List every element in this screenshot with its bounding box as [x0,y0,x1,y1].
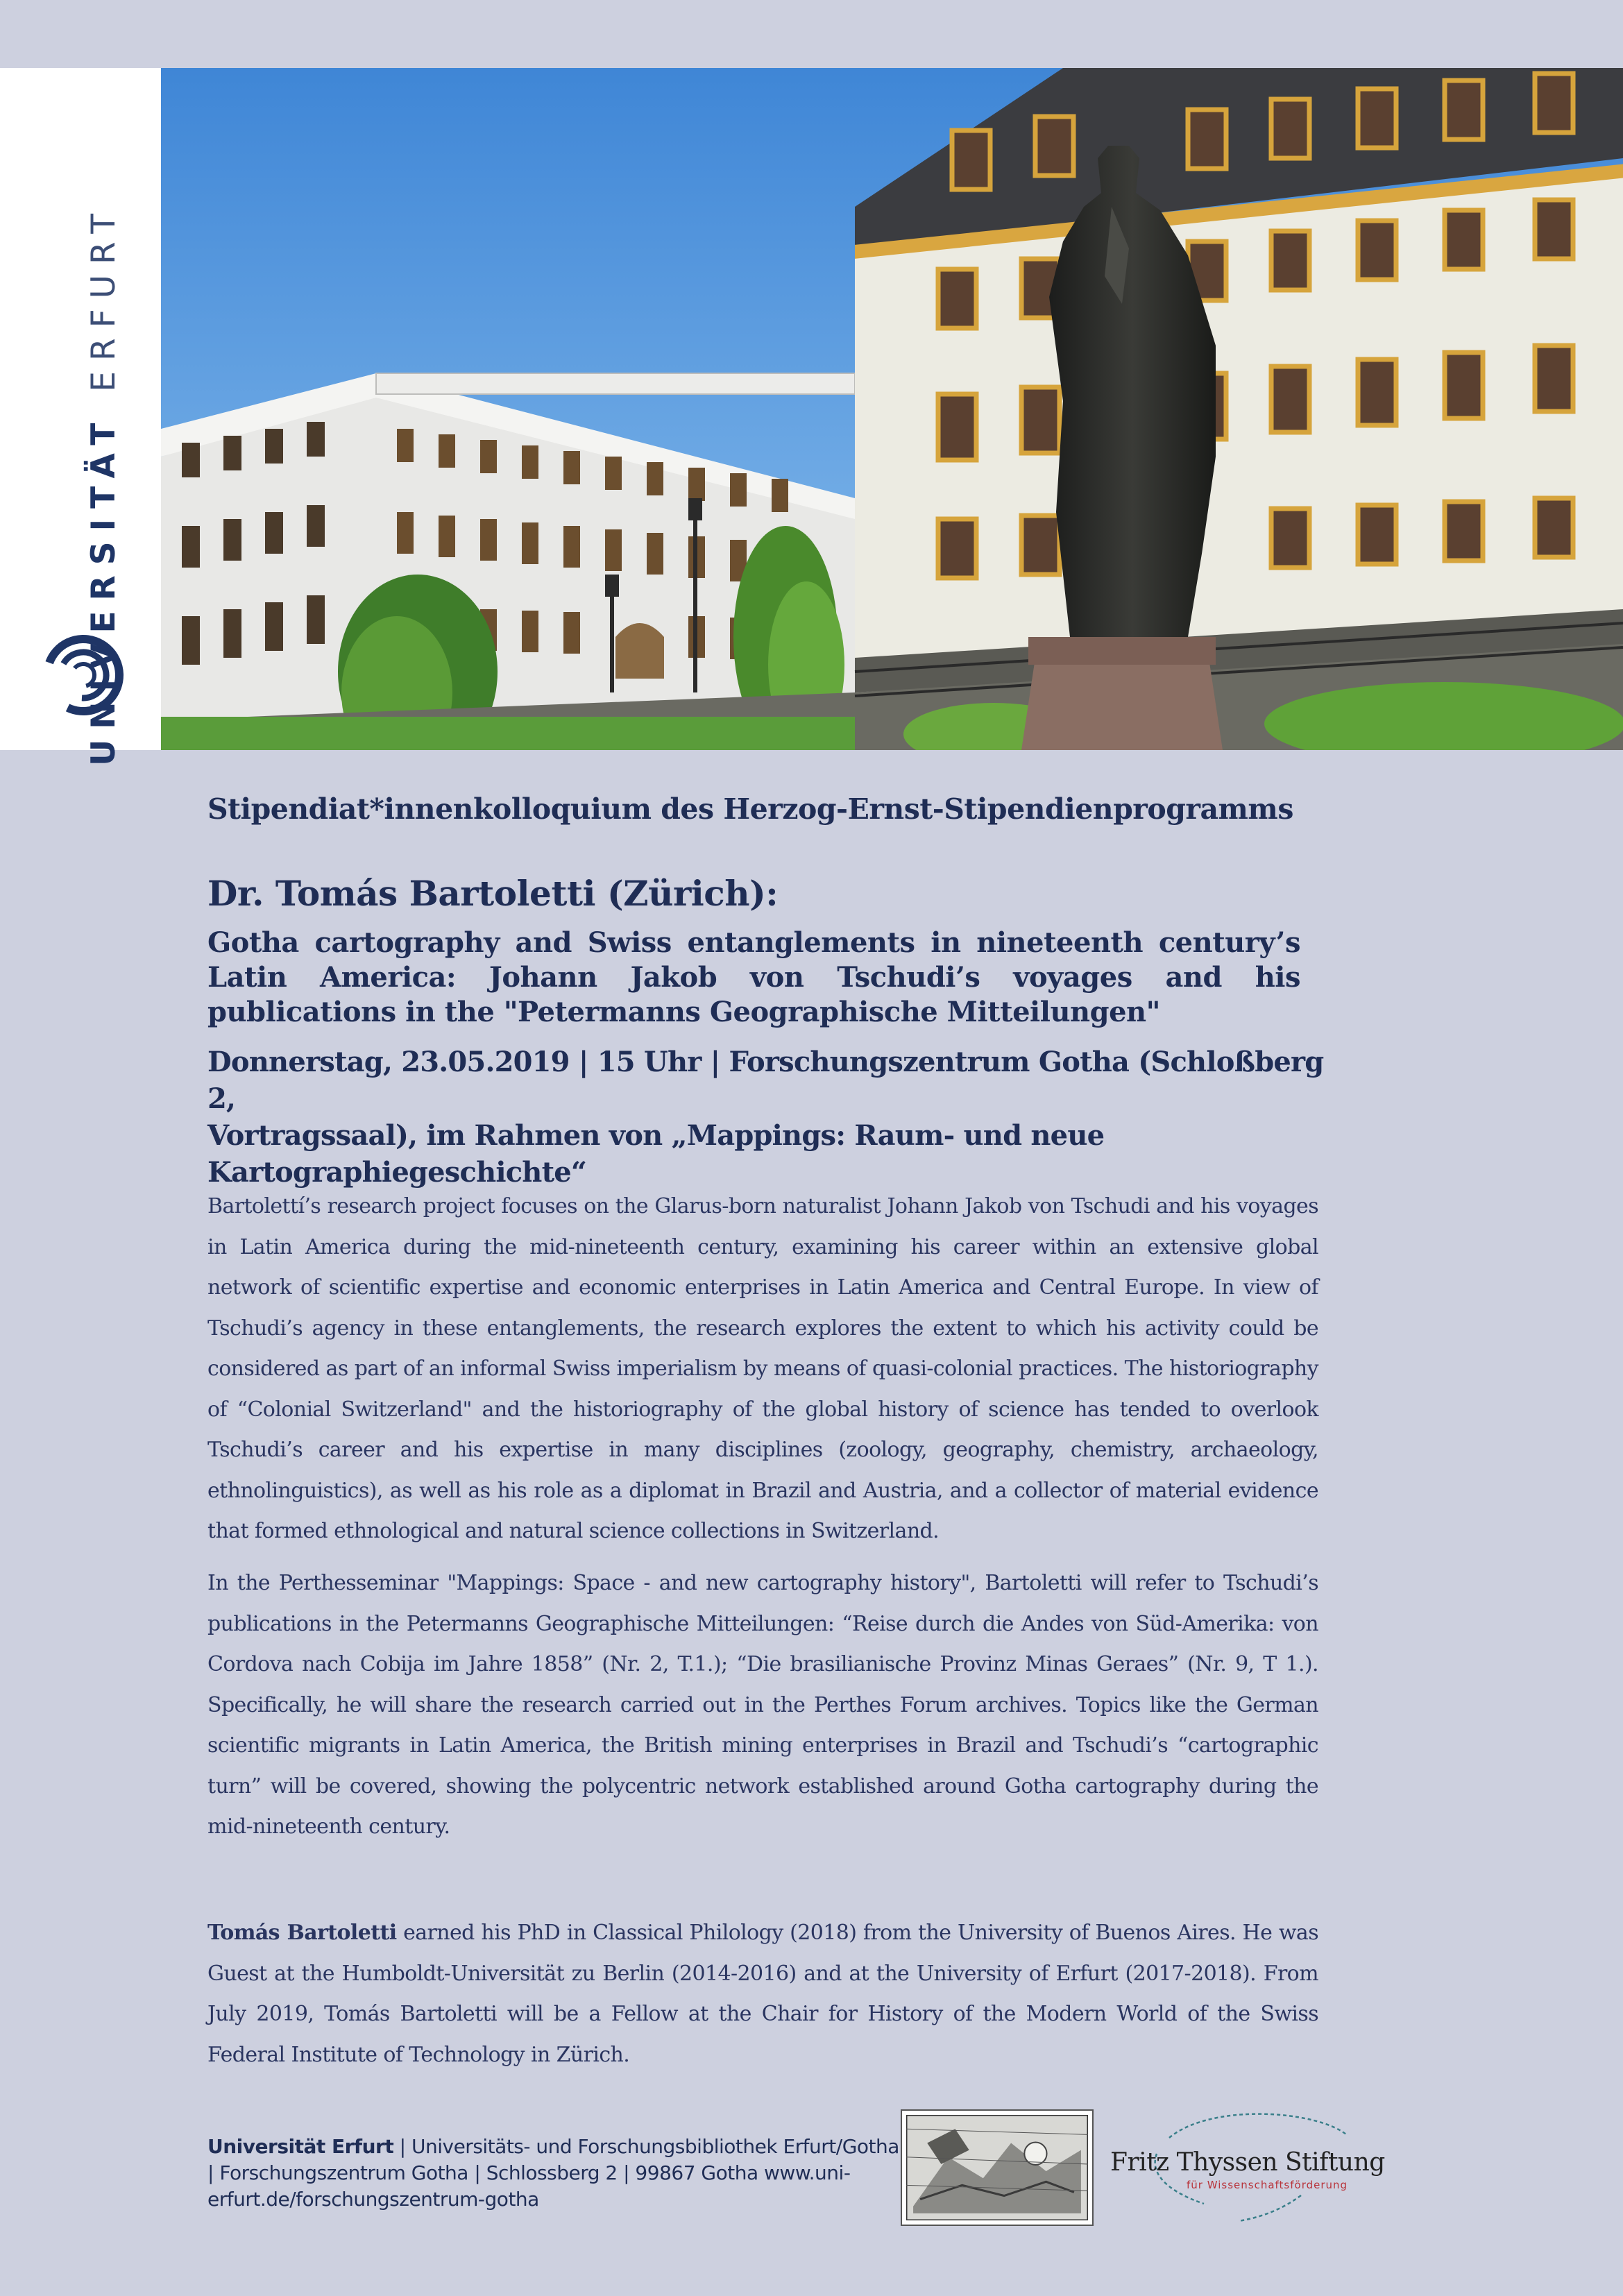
speaker-heading: Dr. Tomás Bartoletti (Zürich): [207,873,779,914]
historic-engraving-image [901,2109,1094,2226]
engraving-illustration [906,2115,1088,2220]
bio-speaker-name: Tomás Bartoletti [207,1921,397,1945]
event-date-location [207,1044,1345,1191]
abstract-paragraph-1: Bartolettí’s research project focuses on the Glarus-born naturalist Johann Jakob von Tschudi and his voyages in Latin America during the mid-nineteenth century, examining his career within an extensive global network of scientific expertise and economic enterprises in Latin America and Central Europe. In view of Tschudi’s agency in these entanglements, the research explores the extent to which his activity could be considered as part of an informal Swiss imperialism by means of quasi-colonial practices. The historiography of “Colonial Switzerland" and the historiography of the global history of science has tended to overlook Tschudi’s career and his expertise in many disciplines (zoology, geography, chemistry, archaeology, ethnolinguistics), as well as his role as a diplomat in Brazil and Austria, and a collector of material evidence that formed ethnological and natural science collections in Switzerland. [207,1194,1318,1543]
event-date-line-3: Kartographiegeschichte“ [207,1156,587,1189]
footer-address [207,2134,901,2213]
speaker-bio-paragraph [207,1913,1318,2075]
footer-address-text: | Universitäts- und Forschungsbibliothek Erfurt/Gotha | Forschungszentrum Gotha | Schlossberg 2 | 99867 Gotha www.uni-erfurt.de/forschungszentrum-gotha [207,2135,899,2211]
bio-text: earned his PhD in Classical Philology (2018) from the University of Buenos Aires. He was Guest at the Humboldt-Universität zu Berlin (2014-2016) and at the University of Erfurt (2017-2018). From July 2019, Tomás Bartoletti will be a Fellow at the Chair for History of the Modern World of the Swiss Federal Institute of Technology in Zürich. [207,1921,1318,2067]
fritz-thyssen-name: Fritz Thyssen Stiftung [1110,2148,1385,2177]
event-date-line-2: Vortragssaal), im Rahmen von „Mappings: Raum- und neue [207,1119,1105,1152]
event-date-line-1: Donnerstag, 23.05.2019 | 15 Uhr | Forschungszentrum Gotha (Schloßberg 2, [207,1046,1324,1115]
series-heading: Stipendiat*innenkolloquium des Herzog-Ernst-Stipendienprogramms [207,792,1293,826]
header-banner [0,68,1623,766]
university-logo-icon [42,633,125,717]
university-logo-column [0,68,161,766]
logo-name-strong: UNIVERSITÄT [85,412,123,766]
header-photo-schloss-friedenstein [161,68,1623,750]
abstract-paragraph-2: In the Perthesseminar "Mappings: Space - and new cartography history", Bartoletti will refer to Tschudi’s publications in the Petermanns Geographische Mitteilungen: “Reise durch die Andes von Süd-Amerika: von Cordova nach Cobija im Jahre 1858” (Nr. 2, T.1.); “Die brasilianische Provinz Minas Geraes” (Nr. 9, T 1.). Specifically, he will share the research carried out in the Perthes Forum archives. Topics like the German scientific migrants in Latin America, the British mining enterprises in Brazil and Tschudi’s “cartographic turn” will be covered, showing the polycentric network established around Gotha cartography during the mid-nineteenth century. [207,1571,1318,1839]
fritz-thyssen-subtitle: für Wissenschaftsförderung [1187,2179,1348,2191]
footer-university-name: Universität Erfurt [207,2135,394,2158]
talk-title: Gotha cartography and Swiss entanglements in nineteenth century’s Latin America: Johann Jakob von Tschudi’s voyages and his publications in the "Petermanns Geographische Mitteilungen" [207,926,1300,1028]
logo-name-light: ERFURT [85,203,123,392]
fritz-thyssen-stiftung-logo [1107,2107,1398,2225]
